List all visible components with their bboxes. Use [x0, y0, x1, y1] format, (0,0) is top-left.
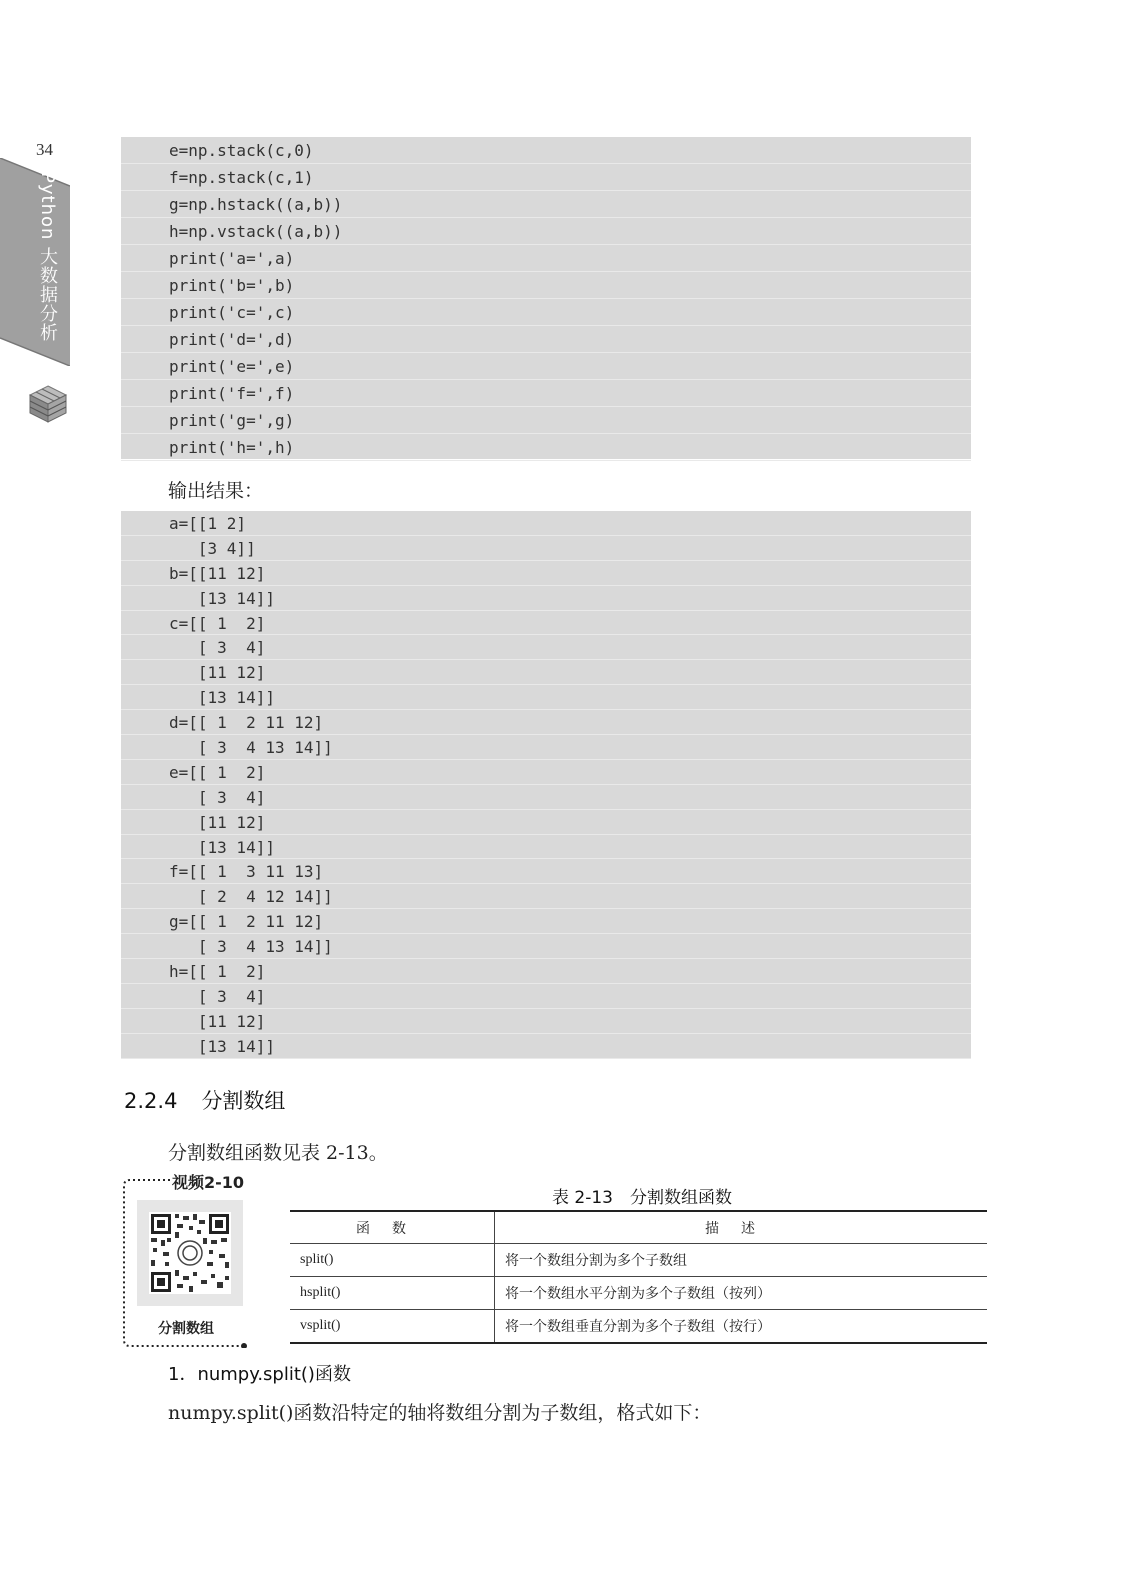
cube-logo-icon [26, 382, 70, 426]
subsection-heading: 1．numpy.split()函数 [168, 1364, 351, 1385]
output-line: [13 14]] [121, 586, 971, 611]
split-functions-table [290, 1210, 987, 1344]
code-line: print('b=',b) [121, 272, 971, 299]
output-line: a=[[1 2] [121, 511, 971, 536]
page-number: 34 [36, 140, 53, 159]
code-line: print('c=',c) [121, 299, 971, 326]
table-row [290, 1310, 987, 1344]
function-name: hsplit() [290, 1277, 495, 1310]
table-header-row [290, 1211, 987, 1244]
output-line: [ 2 4 12 14]] [121, 884, 971, 909]
code-line: print('h=',h) [121, 434, 971, 461]
output-line: b=[[11 12] [121, 561, 971, 586]
output-label: 输出结果： [168, 480, 264, 502]
output-line: [3 4]] [121, 536, 971, 561]
code-line: print('a=',a) [121, 245, 971, 272]
section-heading [124, 1085, 285, 1115]
output-line: [ 3 4] [121, 984, 971, 1009]
table-title: 表 2-13 分割数组函数 [552, 1188, 732, 1208]
output-line: c=[[ 1 2] [121, 611, 971, 636]
intro-paragraph: 分割数组函数见表 2-13。 [168, 1142, 388, 1164]
output-line: [11 12] [121, 810, 971, 835]
output-line: [13 14]] [121, 835, 971, 860]
code-line: g=np.hstack((a,b)) [121, 191, 971, 218]
video-label: 视频2-10 [172, 1173, 245, 1192]
output-line: f=[[ 1 3 11 13] [121, 859, 971, 884]
table-row [290, 1244, 987, 1277]
section-title: 分割数组 [201, 1089, 286, 1113]
function-name: split() [290, 1244, 495, 1277]
header-function: 函数 [290, 1211, 495, 1244]
output-line: [ 3 4 13 14]] [121, 934, 971, 959]
book-title-vertical: Python 大数据分析 [37, 172, 58, 343]
output-line: [13 14]] [121, 1034, 971, 1059]
output-line: [13 14]] [121, 685, 971, 710]
output-line: [11 12] [121, 660, 971, 685]
code-line: e=np.stack(c,0) [121, 137, 971, 164]
header-description: 描述 [495, 1211, 988, 1244]
video-caption: 分割数组 [158, 1321, 214, 1337]
function-name: vsplit() [290, 1310, 495, 1344]
output-line: d=[[ 1 2 11 12] [121, 710, 971, 735]
function-description: 将一个数组垂直分割为多个子数组（按行） [495, 1310, 988, 1344]
code-line: f=np.stack(c,1) [121, 164, 971, 191]
function-description: 将一个数组水平分割为多个子数组（按列） [495, 1277, 988, 1310]
output-line: [ 3 4] [121, 635, 971, 660]
output-line: [ 3 4] [121, 785, 971, 810]
code-line: h=np.vstack((a,b)) [121, 218, 971, 245]
output-block [121, 511, 971, 1058]
section-number: 2.2.4 [124, 1089, 178, 1113]
output-line: h=[[ 1 2] [121, 959, 971, 984]
code-line: print('g=',g) [121, 407, 971, 434]
qr-code-icon[interactable] [137, 1200, 243, 1306]
output-line: e=[[ 1 2] [121, 760, 971, 785]
table-row [290, 1277, 987, 1310]
output-line: g=[[ 1 2 11 12] [121, 909, 971, 934]
output-line: [ 3 4 13 14]] [121, 735, 971, 760]
code-block [121, 137, 971, 459]
function-description: 将一个数组分割为多个子数组 [495, 1244, 988, 1277]
output-line: [11 12] [121, 1009, 971, 1034]
code-line: print('e=',e) [121, 353, 971, 380]
code-line: print('d=',d) [121, 326, 971, 353]
code-line: print('f=',f) [121, 380, 971, 407]
body-paragraph: numpy.split()函数沿特定的轴将数组分割为子数组，格式如下： [168, 1402, 712, 1424]
